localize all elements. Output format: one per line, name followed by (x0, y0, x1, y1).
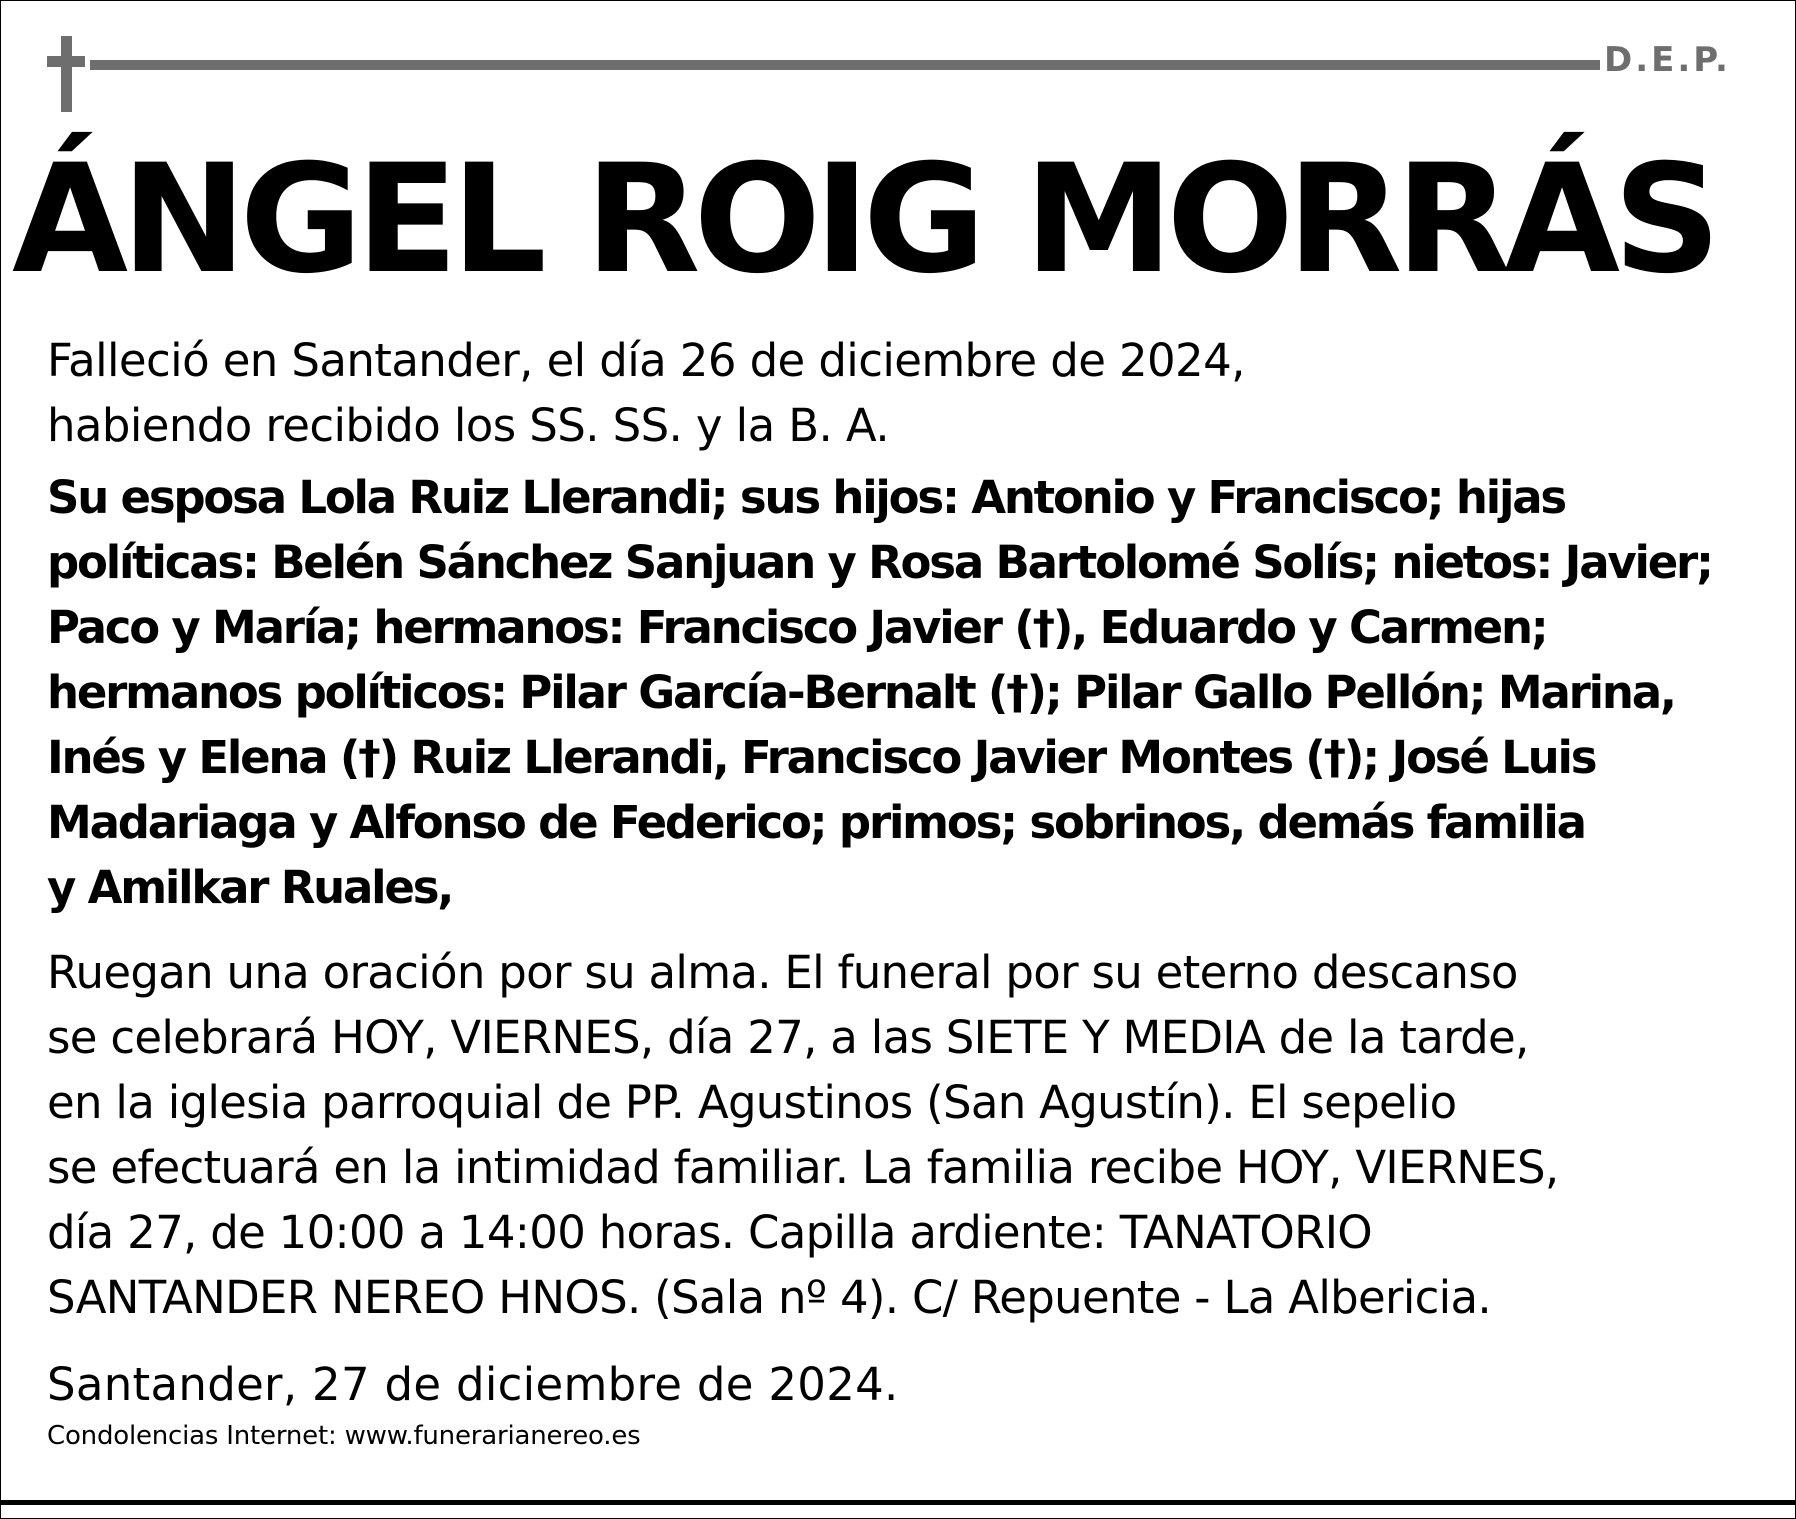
family-line: hermanos políticos: Pilar García-Bernalt (†); Pilar Gallo Pellón; Marina, (47, 666, 1675, 719)
family-line: y Amilkar Ruales, (47, 861, 453, 914)
family-line: políticas: Belén Sánchez Sanjuan y Rosa Bartolomé Solís; nietos: Javier; (47, 536, 1712, 589)
death-announcement (47, 328, 1767, 458)
funeral-details (47, 940, 1767, 1330)
deceased-name: ÁNGEL ROIG MORRÁS (12, 133, 1715, 307)
funeral-line: se celebrará HOY, VIERNES, día 27, a las SIETE Y MEDIA de la tarde, (47, 1011, 1529, 1064)
family-line: Madariaga y Alfonso de Federico; primos; sobrinos, demás familia (47, 796, 1585, 849)
family-list (47, 465, 1767, 920)
funeral-line: día 27, de 10:00 a 14:00 horas. Capilla ardiente: TANATORIO (47, 1206, 1373, 1259)
family-line: Inés y Elena (†) Ruiz Llerandi, Francisco Javier Montes (†); José Luis (47, 731, 1596, 784)
intro-line: habiendo recibido los SS. SS. y la B. A. (47, 399, 890, 452)
dateline: Santander, 27 de diciembre de 2024. (47, 1358, 899, 1411)
header-rule (90, 60, 1600, 70)
cross-icon (47, 36, 85, 112)
family-line: Su esposa Lola Ruiz Llerandi; sus hijos: Antonio y Francisco; hijas (47, 471, 1565, 524)
funeral-line: Ruegan una oración por su alma. El funeral por su eterno descanso (47, 946, 1518, 999)
condolences-footer: Condolencias Internet: www.funerarianereo.es (47, 1421, 641, 1451)
family-line: Paco y María; hermanos: Francisco Javier (†), Eduardo y Carmen; (47, 601, 1547, 654)
intro-line: Falleció en Santander, el día 26 de diciembre de 2024, (47, 334, 1245, 387)
bottom-rule (0, 1500, 1796, 1505)
funeral-line: se efectuará en la intimidad familiar. La familia recibe HOY, VIERNES, (47, 1141, 1559, 1194)
funeral-line: en la iglesia parroquial de PP. Agustinos (San Agustín). El sepelio (47, 1076, 1457, 1129)
dep-label: D.E.P. (1604, 40, 1731, 80)
funeral-line: SANTANDER NEREO HNOS. (Sala nº 4). C/ Repuente - La Albericia. (47, 1271, 1491, 1324)
